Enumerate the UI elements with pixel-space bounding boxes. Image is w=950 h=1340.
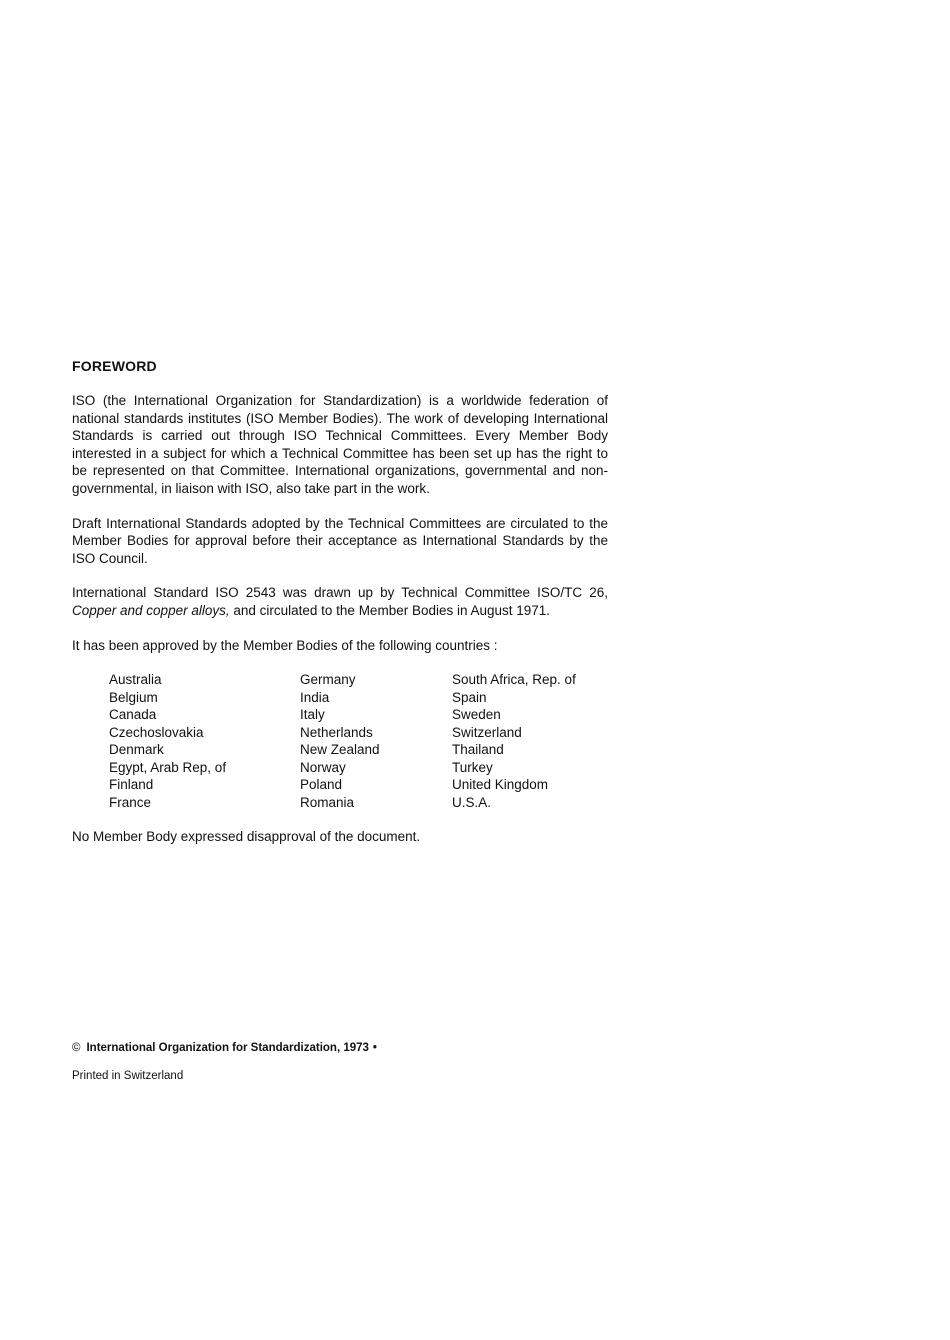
country-item: France (109, 794, 152, 810)
foreword-paragraph-standard (72, 584, 608, 619)
country-item: New Zealand (300, 742, 380, 758)
country-item: United Kingdom (452, 777, 549, 793)
country-item: Netherlands (300, 724, 373, 740)
standard-text-start: International Standard ISO 2543 was drawn up by Technical Committee ISO/TC 26, (72, 585, 608, 601)
country-item: Poland (300, 777, 343, 793)
printed-in-line: Printed in Switzerland (72, 1070, 184, 1082)
country-item: Turkey (452, 759, 493, 775)
foreword-paragraph-approval: It has been approved by the Member Bodies of the following countries : (72, 637, 498, 653)
country-item: South Africa, Rep. of (452, 672, 576, 688)
copyright-text: International Organization for Standardization, 1973 (86, 1042, 369, 1054)
country-item: Australia (109, 672, 162, 688)
country-item: Canada (109, 707, 157, 723)
country-item: Italy (300, 707, 325, 723)
foreword-paragraph-drafts: Draft International Standards adopted by the Technical Committees are circulated to the Member Bodies for approval before their acceptance as International Standards by the ISO Council. (72, 515, 608, 566)
country-column-1 (109, 671, 300, 811)
country-item: Sweden (452, 707, 501, 723)
country-list (109, 671, 608, 811)
country-item: Belgium (109, 689, 158, 705)
country-item: U.S.A. (452, 794, 492, 810)
committee-title: Copper and copper alloys, (72, 602, 230, 618)
country-item: Finland (109, 777, 154, 793)
country-item: India (300, 689, 330, 705)
country-item: Thailand (452, 742, 504, 758)
country-item: Germany (300, 672, 356, 688)
bullet-dot: • (372, 1042, 377, 1054)
country-item: Egypt, Arab Rep, of (109, 759, 227, 775)
country-item: Czechoslovakia (109, 724, 204, 740)
standard-text-end: and circulated to the Member Bodies in August 1971. (229, 602, 551, 618)
country-column-3 (452, 671, 642, 811)
country-item: Norway (300, 759, 346, 775)
country-column-2 (300, 671, 452, 811)
foreword-paragraph-iso: ISO (the International Organization for Standardization) is a worldwide federation of national standards institutes (ISO Member Bodies). The work of developing International Standards is carried out through ISO Technical Committees. Every Member Body interested in a subject for which a Technical Committee has been set up has the right to be represented on that Committee. International organizations, governmental and non-governmental, in liaison with ISO, also take part in the work. (72, 393, 608, 496)
document-footer (72, 1040, 572, 1084)
country-item: Switzerland (452, 724, 522, 740)
foreword-paragraph-disapproval: No Member Body expressed disapproval of the document. (72, 829, 421, 845)
copyright-line (72, 1040, 572, 1056)
country-item: Denmark (109, 742, 164, 758)
country-item: Romania (300, 794, 355, 810)
foreword-heading: FOREWORD (72, 358, 157, 374)
copyright-symbol: © (72, 1042, 81, 1054)
foreword-section (72, 357, 608, 863)
country-item: Spain (452, 689, 487, 705)
